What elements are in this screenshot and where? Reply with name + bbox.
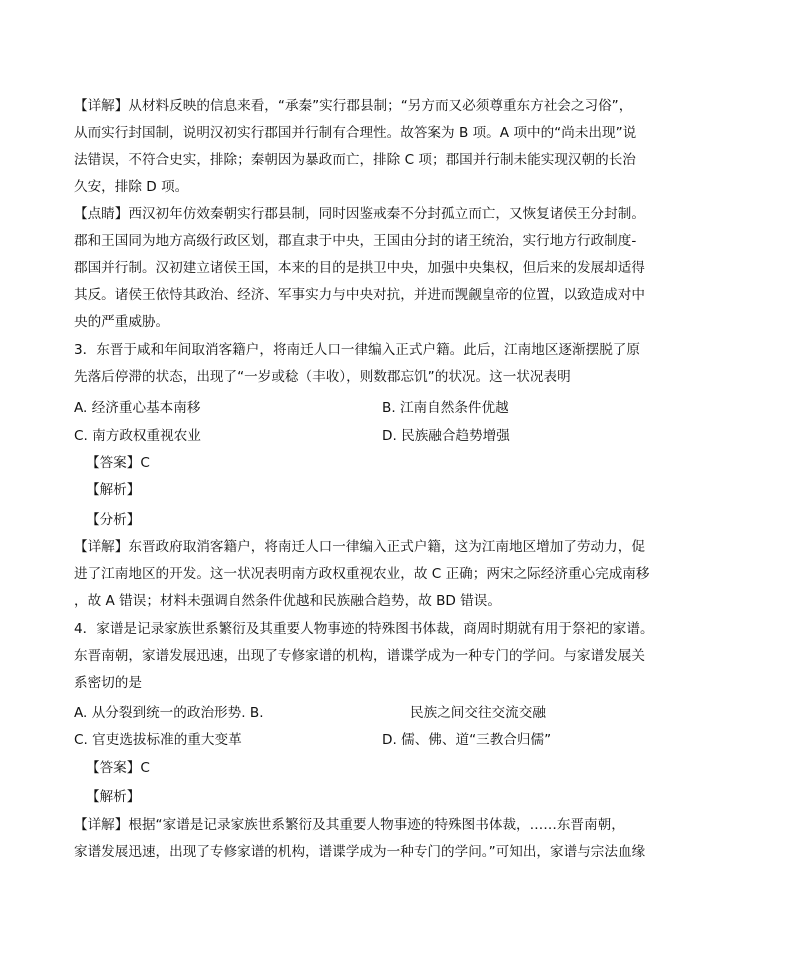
q3-stem-line-1: 3．东晋于咸和年间取消客籍户，将南迁人口一律编入正式户籍。此后，江南地区逐渐摆脱了原 bbox=[74, 342, 640, 358]
q2-detail-line-4: 久安，排除 D 项。 bbox=[74, 179, 189, 195]
q4-answer: 【答案】C bbox=[86, 760, 150, 776]
q3-answer: 【答案】C bbox=[86, 455, 150, 471]
q3-option-a: A. 经济重心基本南移 bbox=[74, 400, 201, 416]
q3-option-c: C. 南方政权重视农业 bbox=[74, 428, 201, 444]
q2-detail-line-3: 法错误，不符合史实，排除；秦朝因为暴政而亡，排除 C 项；郡国并行制未能实现汉朝的长治 bbox=[74, 152, 636, 168]
q2-note-line-3: 郡国并行制。汉初建立诸侯王国，本来的目的是拱卫中央，加强中央集权，但后来的发展却适得 bbox=[74, 260, 645, 276]
q3-option-d: D. 民族融合趋势增强 bbox=[382, 428, 510, 444]
q4-detail-line-1: 【详解】根据“家谱是记录家族世系繁衍及其重要人物事迹的特殊图书体裁，……东晋南朝， bbox=[74, 817, 625, 833]
q2-note-line-2: 郡和王国同为地方高级行政区划，郡直隶于中央，王国由分封的诸王统治，实行地方行政制度- bbox=[74, 233, 637, 249]
q3-detail-line-1: 【详解】东晋政府取消客籍户，将南迁人口一律编入正式户籍，这为江南地区增加了劳动力，促 bbox=[74, 539, 645, 555]
q2-detail-line-2: 从而实行封国制，说明汉初实行郡国并行制有合理性。故答案为 B 项。A 项中的“尚未出现”说 bbox=[74, 125, 637, 141]
q3-detail-line-2: 进了江南地区的开发。这一状况表明南方政权重视农业，故 C 正确；两宋之际经济重心完成南移 bbox=[74, 566, 650, 582]
q3-option-b: B. 江南自然条件优越 bbox=[382, 400, 509, 416]
q3-detail-line-3: ，故 A 错误；材料未强调自然条件优越和民族融合趋势，故 BD 错误。 bbox=[74, 593, 501, 609]
q4-option-b: 民族之间交往交流交融 bbox=[410, 705, 546, 721]
q4-option-d: D. 儒、佛、道“三教合归儒” bbox=[382, 732, 552, 748]
q2-note-line-4: 其反。诸侯王依恃其政治、经济、军事实力与中央对抗，并进而觊觎皇帝的位置，以致造成对中 bbox=[74, 287, 645, 303]
q2-note-line-5: 央的严重威胁。 bbox=[74, 314, 170, 330]
q3-stem-line-2: 先落后停滞的状态，出现了“一岁或稔（丰收），则数郡忘饥”的状况。这一状况表明 bbox=[74, 369, 571, 385]
q2-detail-line-1: 【详解】从材料反映的信息来看，“承秦”实行郡县制；“另方而又必须尊重东方社会之习俗”， bbox=[74, 98, 633, 114]
q4-option-a: A. 从分裂到统一的政治形势. B. bbox=[74, 705, 264, 721]
q4-stem-line-2: 东晋南朝，家谱发展迅速，出现了专修家谱的机构，谱谍学成为一种专门的学问。与家谱发展关 bbox=[74, 648, 645, 664]
q4-stem-line-3: 系密切的是 bbox=[74, 675, 142, 691]
q4-analysis-heading: 【解析】 bbox=[86, 789, 141, 805]
q3-analysis-heading: 【解析】 bbox=[86, 482, 141, 498]
q2-note-line-1: 【点睛】西汉初年仿效秦朝实行郡县制，同时因鉴戒秦不分封孤立而亡，又恢复诸侯王分封制。 bbox=[74, 206, 645, 222]
q4-option-c: C. 官吏选拔标准的重大变革 bbox=[74, 732, 242, 748]
q4-stem-line-1: 4．家谱是记录家族世系繁衍及其重要人物事迹的特殊图书体裁，商周时期就有用于祭祀的家谱。 bbox=[74, 621, 654, 637]
q4-detail-line-2: 家谱发展迅速，出现了专修家谱的机构，谱谍学成为一种专门的学问。”可知出，家谱与宗法血缘 bbox=[74, 844, 646, 860]
q3-fenxi-heading: 【分析】 bbox=[86, 512, 141, 528]
